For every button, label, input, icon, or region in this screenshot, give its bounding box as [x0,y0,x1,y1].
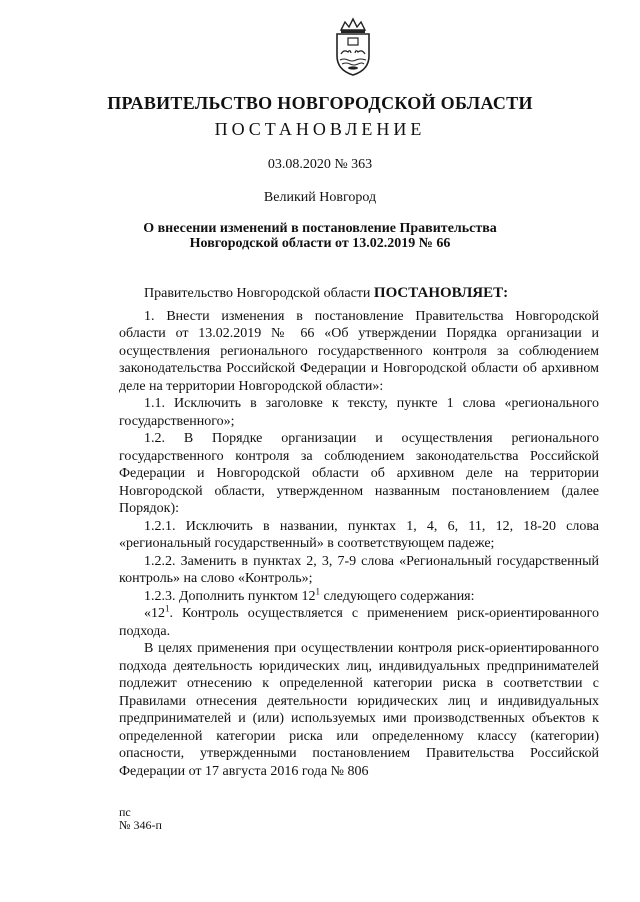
footer-line: № 346-п [119,818,162,832]
paragraph-1-2: 1.2. В Порядке организации и осуществления регионального государственного контроля за соблюдением законодательства Российской Федерации и Новгородской области об архивном деле на территории Новгородской области, утвержденном названным постановлением (далее Порядок): [119,431,599,516]
document-title [0,221,640,251]
intro-text: Правительство Новгородской области [144,286,374,301]
document-body [119,285,599,780]
paragraph-quote [119,605,599,640]
paragraph-last: В целях применения при осуществлении контроля риск-ориентированного подхода деятельность юридических лиц, индивидуальных предпринимателей подлежит отнесению к определенной категории риска в соответствии с Правилами отнесения деятельности юридических лиц и индивидуальных предпринимателей и (или) используемых ими производственных объектов к определенной категории риска или определенному классу (категории) опасности, утвержденными постановлением Правительства Российской Федерации от 17 августа 2016 года № 806 [119,641,599,779]
paragraph-1-2-1: 1.2.1. Исключить в названии, пунктах 1, 4, 6, 11, 12, 18-20 слова «региональный государственный» в соответствующем падеже; [119,518,599,551]
footer-line: пс [119,805,131,819]
paragraph-text: . Контроль осуществляется с применением риск-ориентированного подхода. [119,606,599,639]
document-type: ПОСТАНОВЛЕНИЕ [214,119,426,139]
paragraph-text: 1.2.3. Дополнить пунктом 12 [144,588,316,604]
document-city: Великий Новгород [263,190,377,205]
superscript: 1 [315,585,320,596]
document-date-number: 03.08.2020 № 363 [267,157,373,172]
paragraph-1-2-3 [119,585,599,606]
paragraph-text: следующего содержания: [319,588,475,604]
footer-note [119,806,162,832]
paragraph-1-1: 1.1. Исключить в заголовке к тексту, пункте 1 слова «регионального государственного»; [119,396,599,429]
novgorod-coat-of-arms-icon [327,16,379,78]
intro-resolve: ПОСТАНОВЛЯЕТ: [373,285,509,301]
paragraph-text: «12 [144,606,165,621]
document-title-line: Новгородской области от 13.02.2019 № 66 [189,236,451,251]
paragraph-1-2-2: 1.2.2. Заменить в пунктах 2, 3, 7-9 слова «Региональный государственный контроль» на слово «Контроль»; [119,553,599,586]
intro-paragraph [119,285,599,303]
superscript: 1 [165,603,170,614]
document-title-line: О внесении изменений в постановление Правительства [143,221,497,236]
paragraph-1: 1. Внести изменения в постановление Правительства Новгородской области от 13.02.2019 № 66 «Об утверждении Порядка организации и осуществления регионального государственного контроля за соблюдением законодательства Российской Федерации и Новгородской области об архивном деле на территории Новгородской области»: [119,308,599,394]
organization-name: ПРАВИТЕЛЬСТВО НОВГОРОДСКОЙ ОБЛАСТИ [107,93,533,113]
